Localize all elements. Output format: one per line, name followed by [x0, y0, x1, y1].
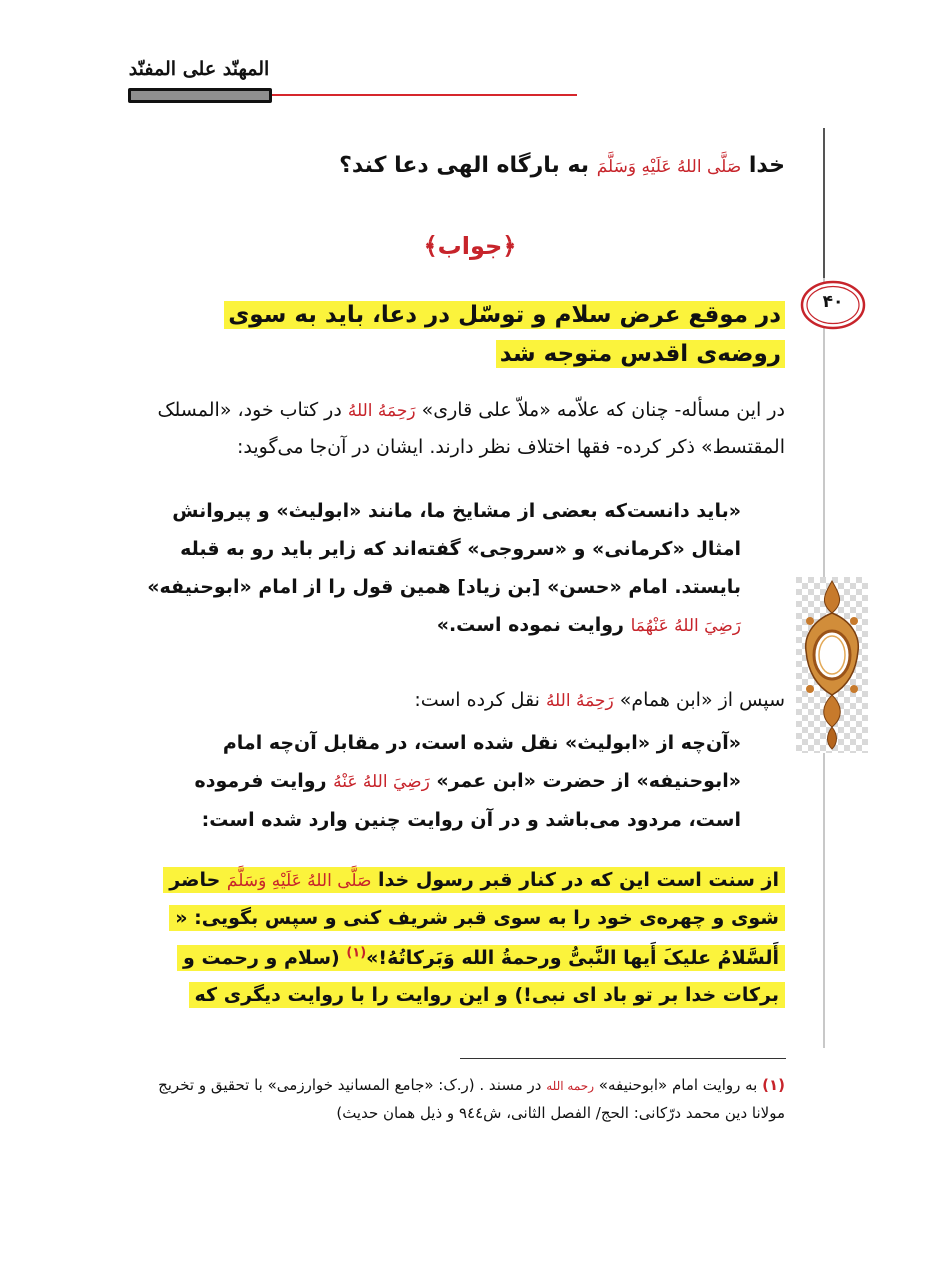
footnote-number: (۱) — [762, 1076, 785, 1094]
honorific-prophet-2: صَلَّى اللهُ عَلَيْهِ وَسَلَّمَ — [226, 871, 372, 891]
highlighted-quote-body — [163, 867, 785, 1008]
quote-2-text-a: «آن‌چه از «ابولیث» نقل شده است، در مقابل آن‌چه امام «ابوحنیفه» از حضرت «ابن عمر» — [222, 732, 741, 792]
highlighted-title-line2: روضه‌ی اقدس متوجه شد — [496, 340, 785, 368]
paragraph-2-text-a: سپس از «ابن همام» — [619, 689, 785, 711]
paragraph-1-text-a: در این مسأله- چنان که علاّمه «ملاّ علی قاری» — [421, 399, 785, 421]
highlighted-quote — [123, 862, 785, 1013]
question-end: به بارگاه الهی دعا کند؟ — [339, 153, 590, 178]
paragraph-2-text-b: نقل کرده است: — [414, 689, 540, 711]
quote-1 — [141, 492, 741, 645]
footnote-text-a: به روایت امام «ابوحنیفه» — [598, 1076, 758, 1094]
honorific-prophet: صَلَّى اللهُ عَلَيْهِ وَسَلَّمَ — [596, 157, 742, 177]
honorific-radiallahu-anhuma: رَضِيَ اللهُ عَنْهُمَا — [630, 616, 741, 636]
footnote-reference[interactable]: (۱) — [346, 946, 367, 961]
highlighted-title — [125, 296, 785, 374]
highlighted-title-line1: در موقع عرض سلام و توسّل در دعا، باید به سوی — [224, 301, 785, 329]
answer-heading: ﴿جواب﴾ — [423, 232, 517, 260]
footnote — [123, 1072, 785, 1127]
margin-line-top — [823, 128, 825, 278]
page-number: ۴۰ — [822, 292, 844, 312]
quote-3-text-c: (سلام و رحمت و برکات خدا بر تو باد ای نبی!) و این روایت را با روایت دیگری که — [183, 947, 779, 1006]
quote-1-text-b: روایت نموده است.» — [436, 614, 624, 636]
quote-3-text-a: از سنت است این که در کنار قبر رسول خدا — [378, 869, 779, 891]
question-start: خدا — [748, 153, 785, 178]
quote-3-text-b: حاضر شوی و چهره‌ی خود را به سوی قبر شریف کنی و سپس بگویی: « أَلسَّلامُ علیکَ أَیها النَّبیُّ ورحمةُ الله وَبَرکاتُهُ!» — [169, 869, 779, 970]
quote-2-text-b: روایت فرموده است، مردود می‌باشد و در آن روایت چنین وارد شده است: — [194, 770, 741, 831]
paragraph-1-text-b: در کتاب خود، «المسلک المقتسط» ذکر کرده- فقها اختلاف نظر دارند. ایشان در آن‌جا می‌گوید: — [157, 399, 785, 458]
footnote-honorific: رحمه الله — [546, 1079, 595, 1093]
header-rule — [272, 94, 577, 96]
quote-2 — [141, 724, 741, 839]
honorific-rahimahullah-2: رَحِمَهُ اللهُ — [545, 691, 614, 711]
footnote-text-b: در مسند . (ر.ک: «جامع المسانید خوارزمی» با تحقیق و تخریج مولانا دین محمد درّکانی: الحج/ الفصل الثانی، ش۹٤٤ و ذیل همان حدیث) — [158, 1076, 785, 1122]
paragraph-2 — [123, 682, 785, 719]
quote-1-text-a: «باید دانست‌که بعضی از مشایخ ما، مانند «ابولیث» و پیروانش امثال «کرمانی» و «سروجی» گفته‌اند که زایر باید رو به قبله بایستد. امام «حسن» [بن زیاد] همین قول را از امام «ابوحنیفه» — [147, 500, 741, 598]
honorific-rahimahullah: رَحِمَهُ اللهُ — [347, 401, 416, 421]
header-bar — [128, 88, 272, 103]
book-title: المهنّد علی المفنّد — [128, 58, 270, 80]
honorific-radiallahu-anhu: رَضِيَ اللهُ عَنْهُ — [333, 772, 430, 792]
decorative-ornament-icon — [796, 577, 868, 753]
footnote-rule — [460, 1058, 786, 1059]
question-line — [125, 148, 785, 185]
paragraph-1 — [123, 392, 785, 465]
